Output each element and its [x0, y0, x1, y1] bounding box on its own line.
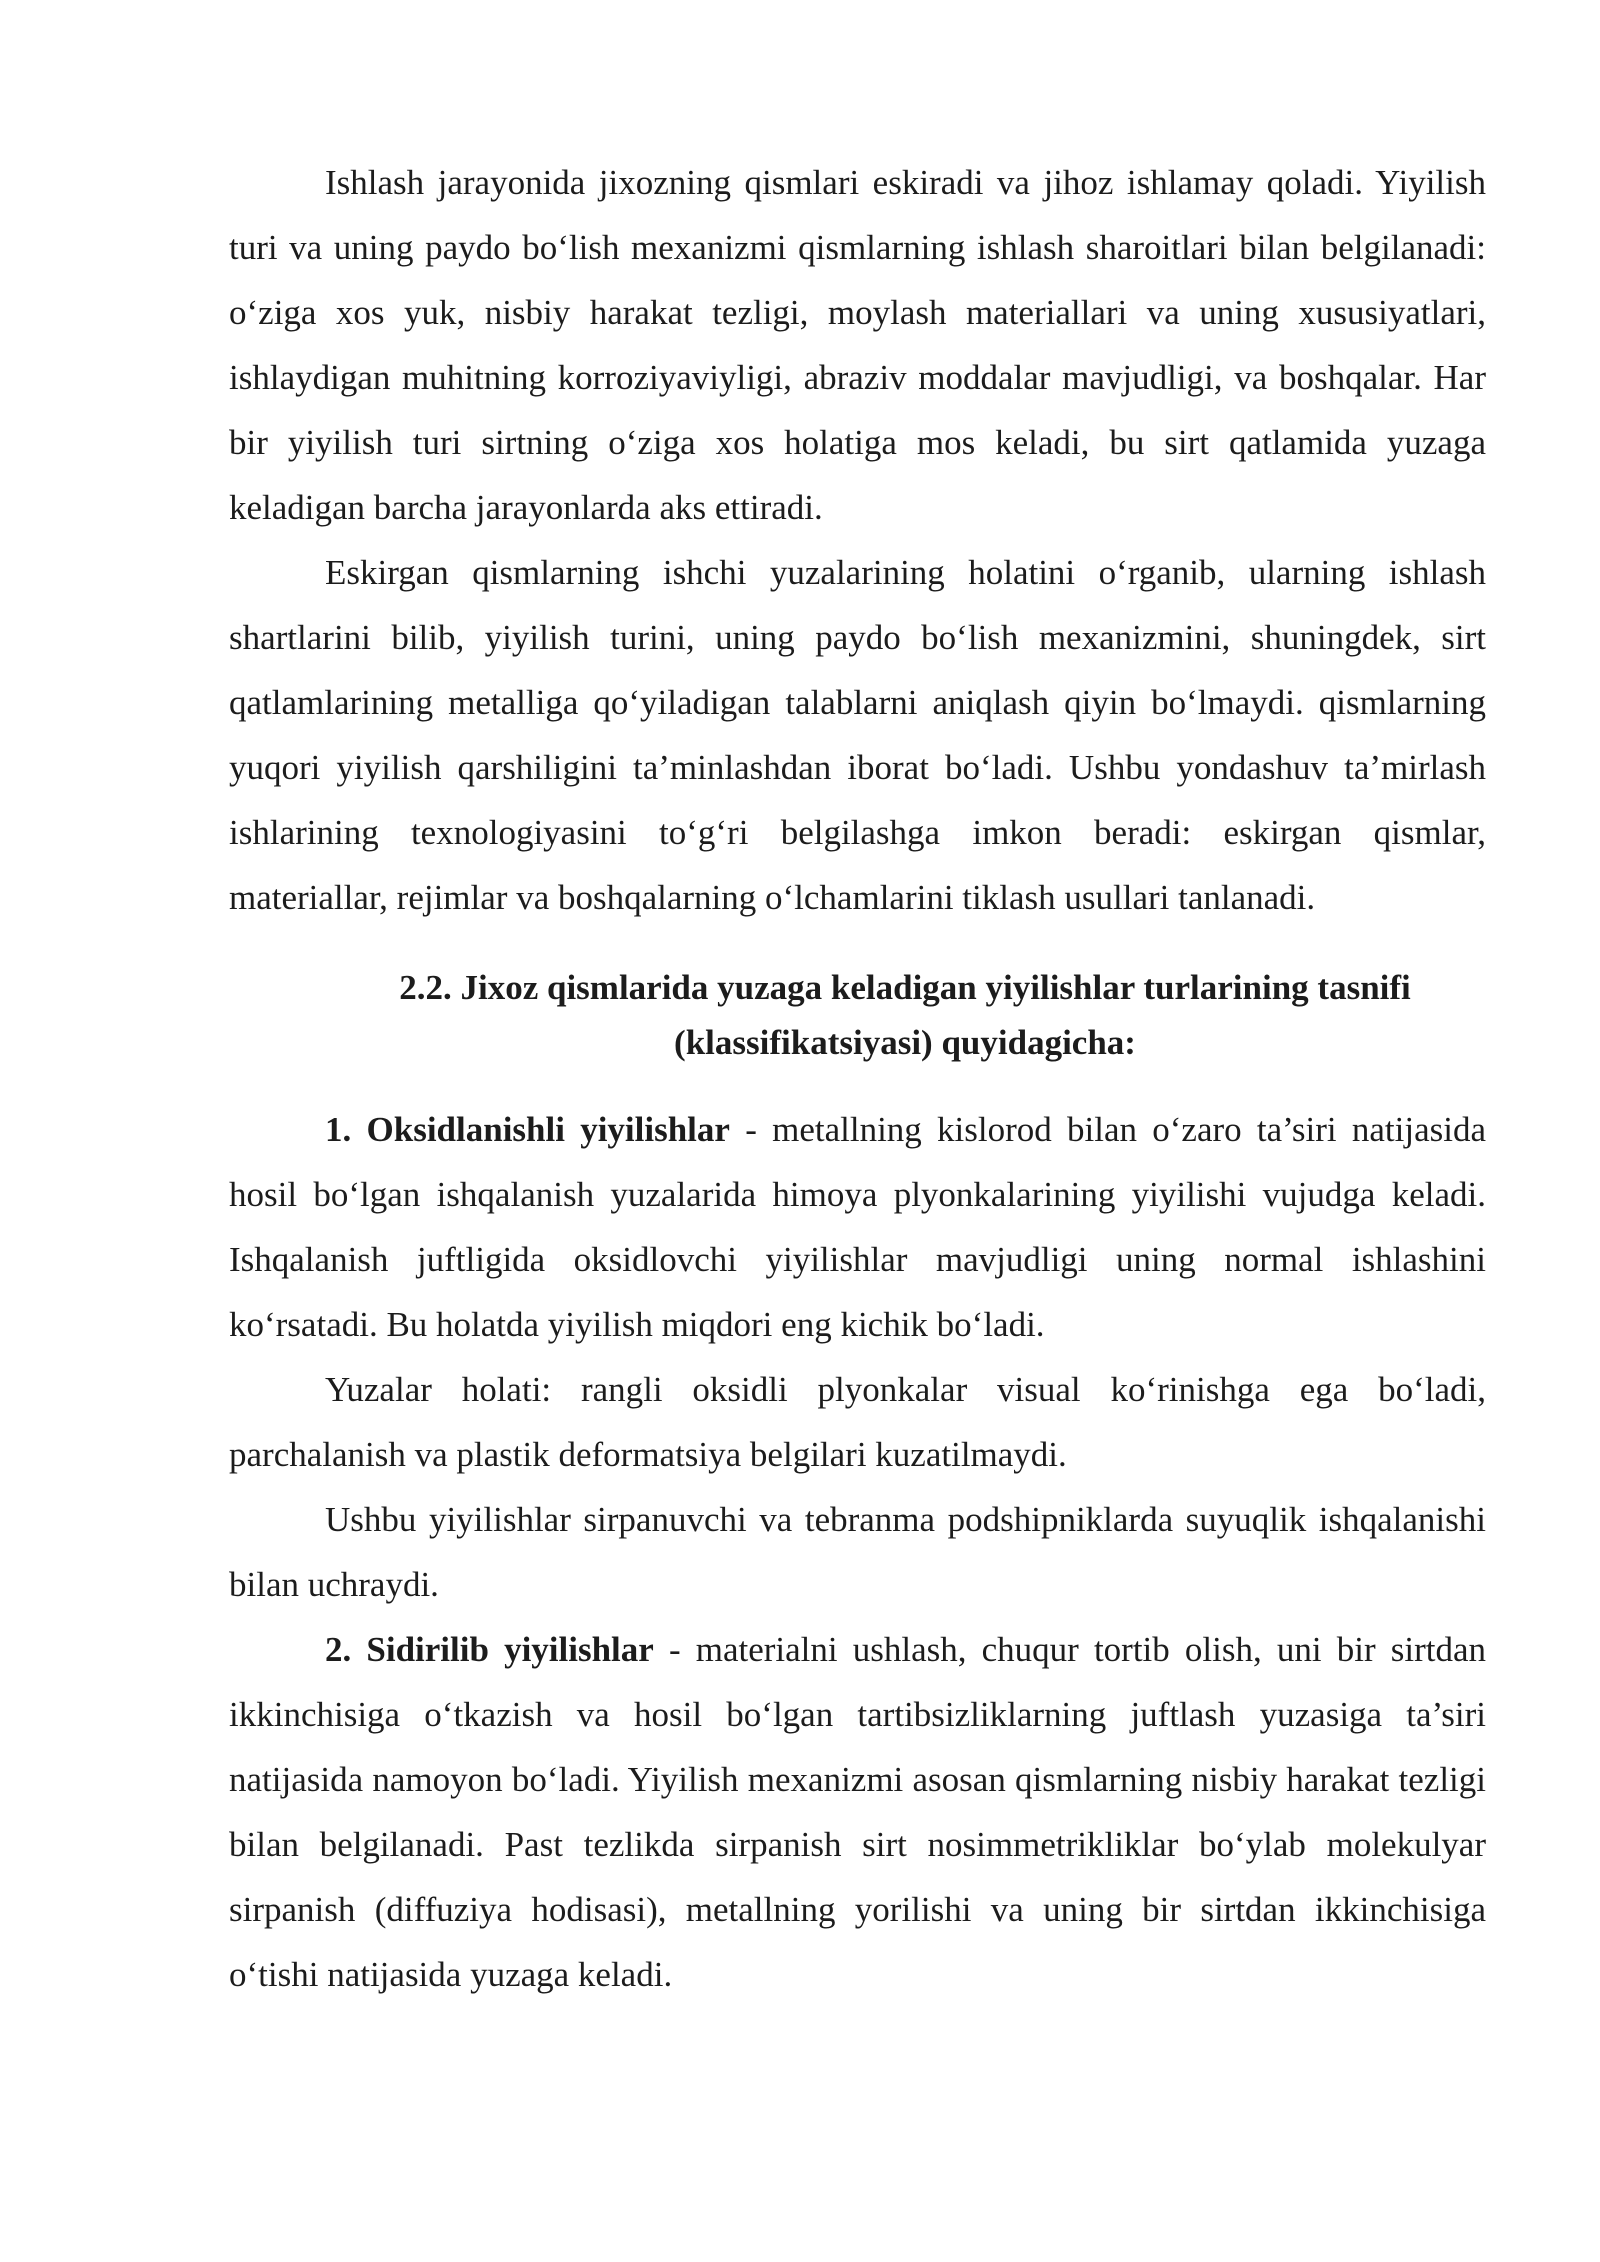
paragraph-oxidation-wear: [229, 1097, 1486, 1357]
document-page: [229, 150, 1486, 2007]
paragraph-oxidation-usage: Ushbu yiyilishlar sirpanuvchi va tebranma podshipniklarda suyuqlik ishqalanishi bilan uchraydi.: [229, 1500, 1486, 1604]
term-scuffing-wear: 2. Sidirilib yiyilishlar: [325, 1630, 654, 1669]
paragraph-surface-state: Yuzalar holati: rangli oksidli plyonkalar visual ko‘rinishga ega bo‘ladi, parchalanish va plastik deformatsiya belgilari kuzatilmaydi.: [229, 1370, 1486, 1474]
paragraph-worn-parts-analysis: Eskirgan qismlarning ishchi yuzalarining holatini o‘rganib, ularning ishlash shartlarini bilib, yiyilish turini, uning paydo bo‘lish mexanizmini, shuningdek, sirt qatlamlarining metalliga qo‘yiladigan talablarni aniqlash qiyin bo‘lmaydi. qismlarning yuqori yiyilish qarshiligini ta’minlashdan iborat bo‘ladi. Ushbu yondashuv ta’mirlash ishlarining texnologiyasini to‘g‘ri belgilashga imkon beradi: eskirgan qismlar, materiallar, rejimlar va boshqalarning o‘lchamlarini tiklash usullari tanlanadi.: [229, 553, 1486, 917]
section-heading: [229, 960, 1486, 1070]
term-oxidation-wear: 1. Oksidlanishli yiyilishlar: [325, 1110, 730, 1149]
scuffing-wear-description: - materialni ushlash, chuqur tortib olish, uni bir sirtdan ikkinchisiga o‘tkazish va hosil bo‘lgan tartibsizliklarning juftlash yuzasiga ta’siri natijasida namoyon bo‘ladi. Yiyilish mexanizmi asosan qismlarning nisbiy harakat tezligi bilan belgilanadi. Past tezlikda sirpanish sirt nosimmetrikliklar bo‘ylab molekulyar sirpanish (diffuziya hodisasi), metallning yorilishi va uning bir sirtdan ikkinchisiga o‘tishi natijasida yuzaga keladi.: [229, 1630, 1486, 1994]
paragraph-scuffing-wear: [229, 1617, 1486, 2007]
section-heading-line-2: (klassifikatsiyasi) quyidagicha:: [674, 1023, 1136, 1062]
section-heading-line-1: 2.2. Jixoz qismlarida yuzaga keladigan yiyilishlar turlarining tasnifi: [399, 968, 1411, 1007]
paragraph-wear-overview: Ishlash jarayonida jixozning qismlari eskiradi va jihoz ishlamay qoladi. Yiyilish turi va uning paydo bo‘lish mexanizmi qismlarning ishlash sharoitlari bilan belgilanadi: o‘ziga xos yuk, nisbiy harakat tezligi, moylash materiallari va uning xususiyatlari, ishlaydigan muhitning korroziyaviyligi, abraziv moddalar mavjudligi, va boshqalar. Har bir yiyilish turi sirtning o‘ziga xos holatiga mos keladi, bu sirt qatlamida yuzaga keladigan barcha jarayonlarda aks ettiradi.: [229, 163, 1486, 527]
oxidation-wear-description: - metallning kislorod bilan o‘zaro ta’siri natijasida hosil bo‘lgan ishqalanish yuzalarida himoya plyonkalarining yiyilishi vujudga keladi. Ishqalanish juftligida oksidlovchi yiyilishlar mavjudligi uning normal ishlashini ko‘rsatadi. Bu holatda yiyilish miqdori eng kichik bo‘ladi.: [229, 1110, 1486, 1344]
